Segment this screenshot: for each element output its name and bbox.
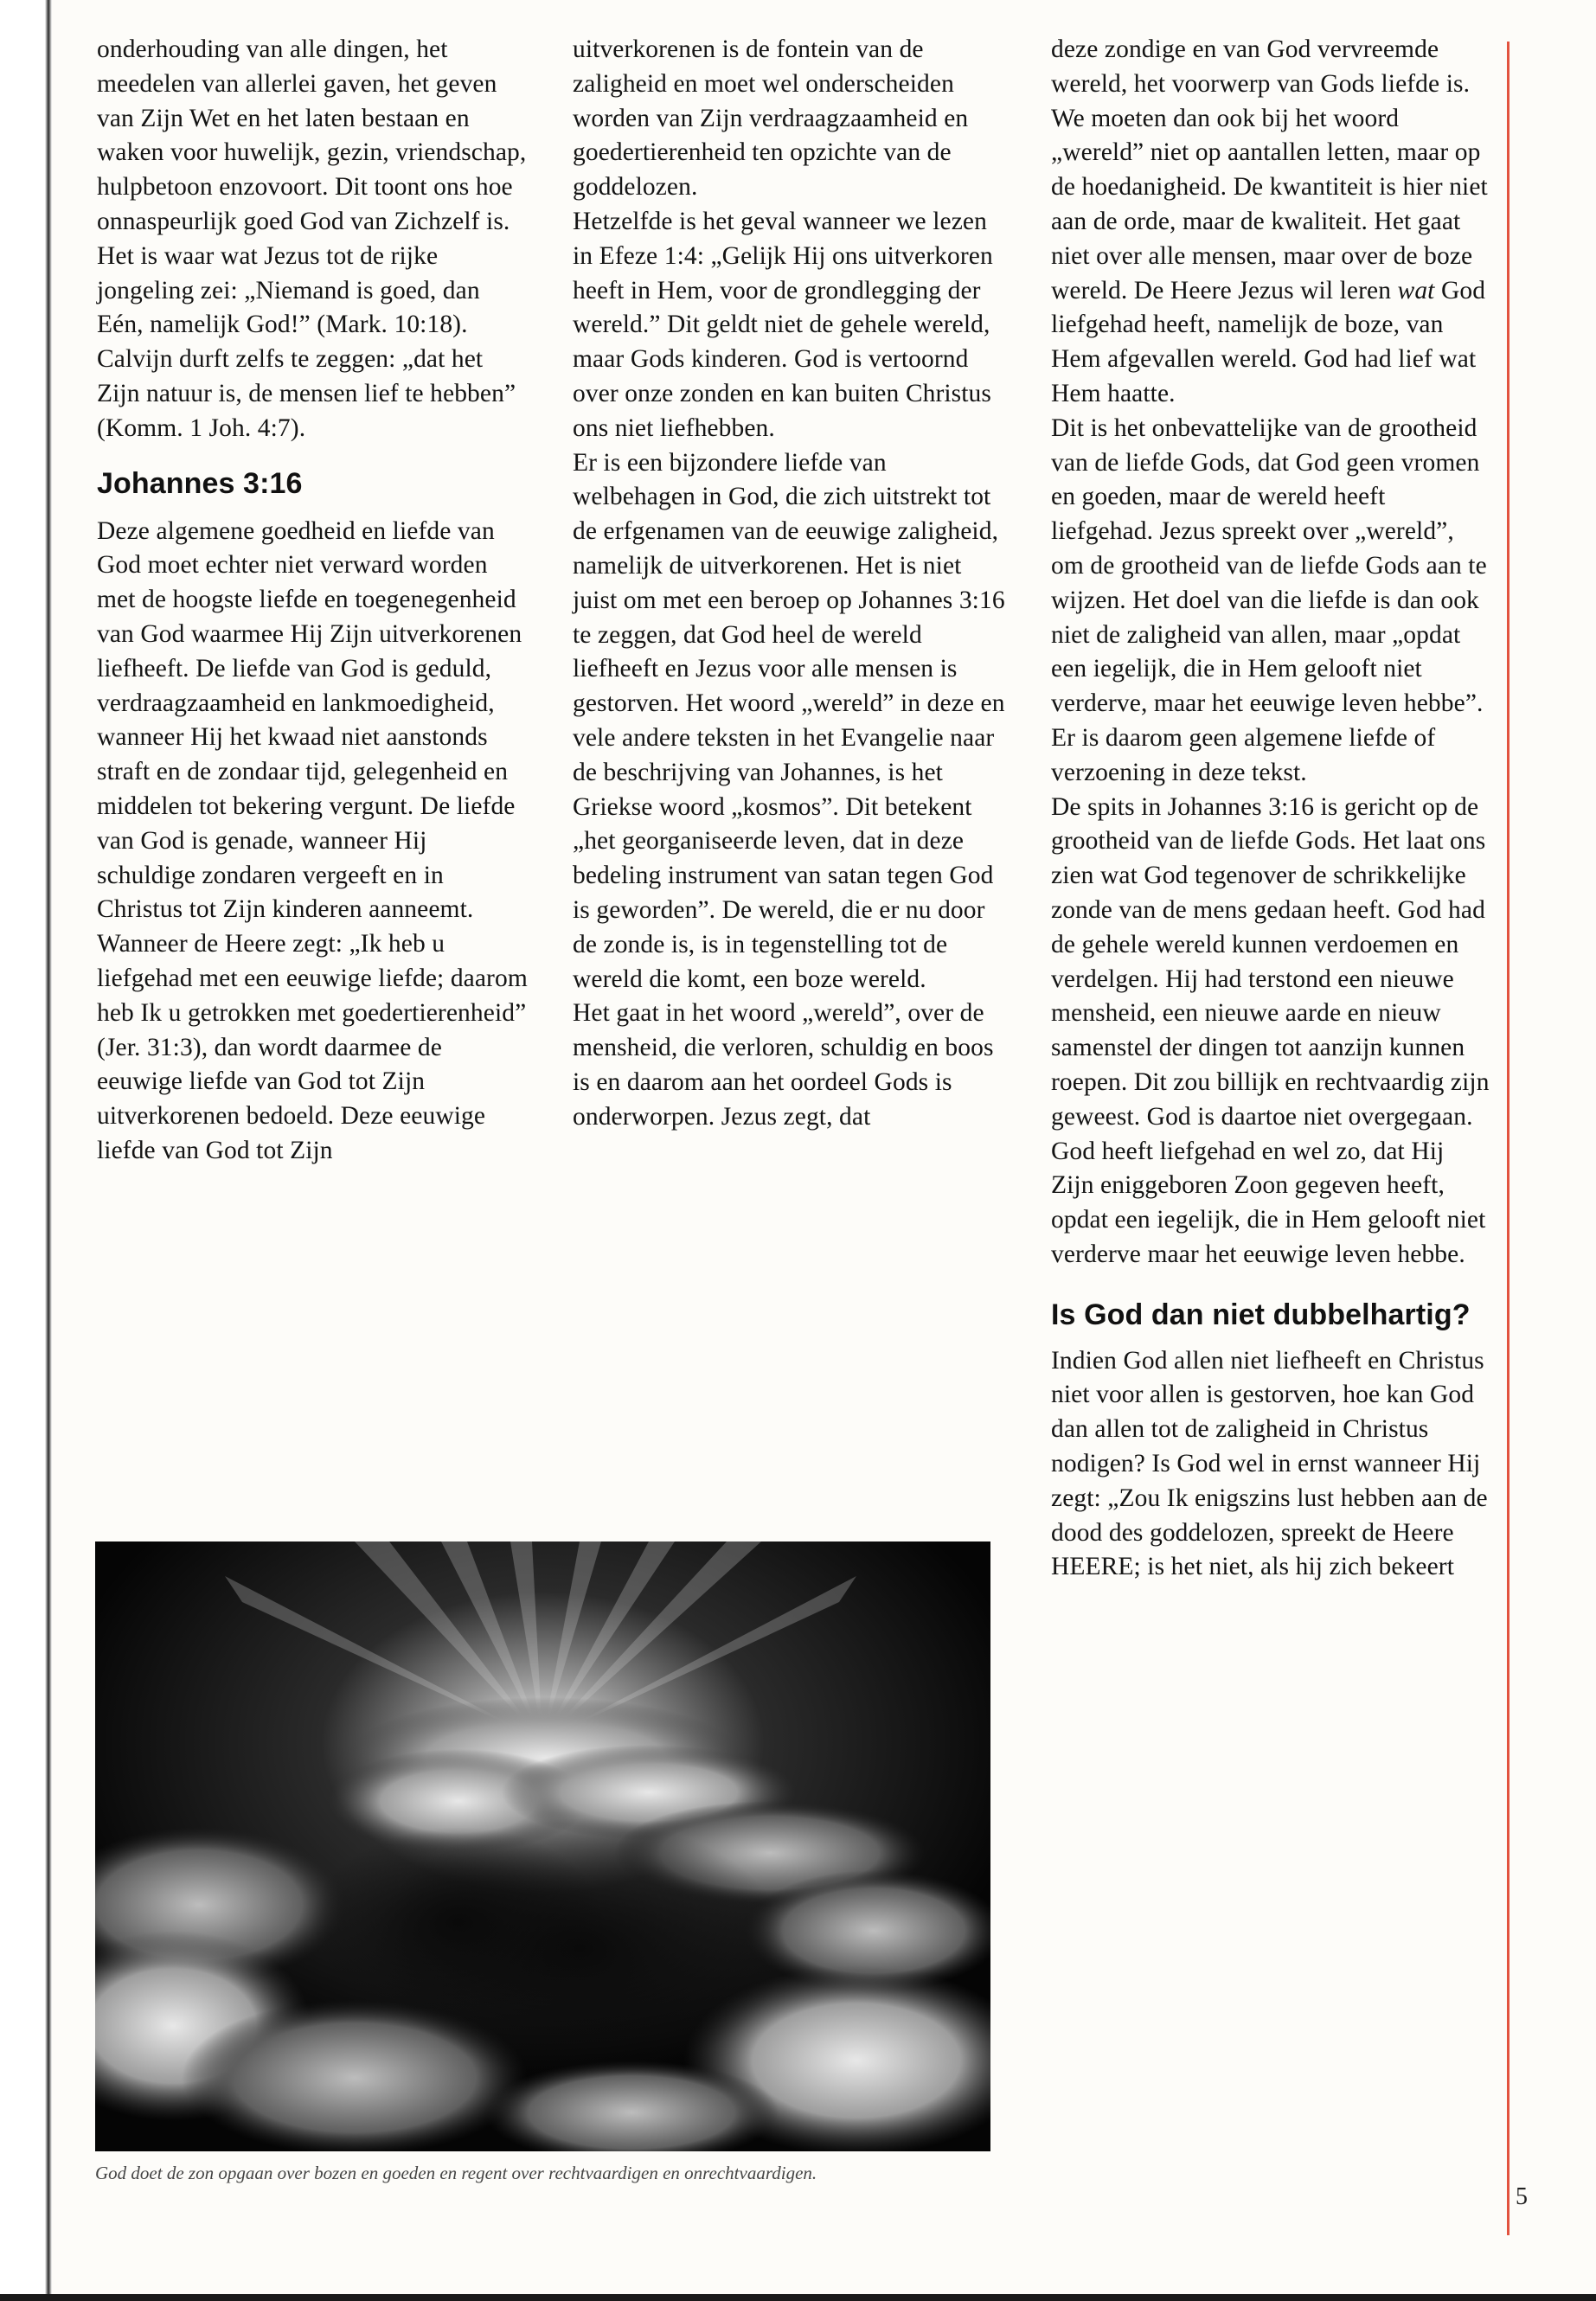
column3-paragraph-4: De spits in Johannes 3:16 is gericht op de grootheid van de liefde Gods. Het laat ons zien wat God tegenover de schrikkelijke zonde van de mens gedaan heeft. God had de gehele wereld kunnen verdoemen en verdelgen. Hij had terstond een nieuwe mensheid, een nieuwe aarde en nieuw samenstel der dingen tot aanzijn kunnen roepen. Dit zou billijk en rechtvaardig zijn geweest. God is daartoe niet overgegaan. God heeft liefgehad en wel zo, dat Hij Zijn eniggeboren Zoon gegeven heeft, opdat een iegelijk, die in Hem gelooft niet verderve maar het eeuwige leven hebbe. — [1051, 792, 1490, 1268]
accent-rule — [1507, 42, 1509, 2235]
page-left-edge — [0, 0, 52, 2301]
page-number: 5 — [1516, 2183, 1528, 2210]
text-column-3 — [1051, 33, 1492, 1585]
column2-paragraph-2: Hetzelfde is het geval wanneer we lezen in Efeze 1:4: „Gelijk Hij ons uitverkoren heeft in Hem, voor de grondlegging der wereld.” Dit geldt niet de gehele wereld, maar Gods kinderen. God is vertoornd over onze zonden en kan buiten Christus ons niet liefhebben. — [573, 207, 993, 442]
clouds-photo — [95, 1541, 990, 2151]
text-column-2 — [573, 33, 1005, 1135]
dark-cloud — [311, 1827, 606, 2017]
page-bottom-edge — [0, 2294, 1596, 2301]
column1-paragraph-1: onderhouding van alle dingen, het meedelen van allerlei gaven, het geven van Zijn Wet en het laten bestaan en waken voor huwelijk, gezin, vriendschap, hulpbetoon enzovoort. Dit toont ons hoe onnaspeurlijk goed God van Zichzelf is. Het is waar wat Jezus tot de rijke jongeling zei: „Niemand is goed, dan Eén, namelijk God!” (Mark. 10:18). Calvijn durft zelfs te zeggen: „dat het Zijn natuur is, de mensen lief te hebben” (Komm. 1 Joh. 4:7). — [97, 35, 527, 442]
clouds-photo-image — [95, 1541, 990, 2151]
column3-paragraph-2-after: God liefgehad heeft, namelijk de boze, van Hem afgevallen wereld. God had lief wat Hem haatte. — [1051, 276, 1486, 407]
section-heading-johannes: Johannes 3:16 — [97, 466, 303, 500]
column2-paragraph-3: Er is een bijzondere liefde van welbehagen in God, die zich uitstrekt tot de erfgenamen van de eeuwige zaligheid, namelijk de uitverkorenen. Het is niet juist om met een beroep op Johannes 3:16 te zeggen, dat God heel de wereld liefheeft en Jezus voor alle mensen is gestorven. Het woord „wereld” in deze en vele andere teksten in het Evangelie naar de beschrijving van Johannes, is het Griekse woord „kosmos”. Dit betekent „het georganiseerde leven, dat in deze bedeling instrument van satan tegen God is geworden”. De wereld, die er nu door de zonde is, is in tegenstelling tot de wereld die komt, een boze wereld. — [573, 448, 1005, 993]
text-column-1 — [97, 33, 529, 1169]
column3-paragraph-1: deze zondige en van God vervreemde wereld, het voorwerp van Gods liefde is. — [1051, 35, 1471, 98]
column3-emphasis-wat: wat — [1397, 276, 1435, 304]
column3-paragraph-3: Dit is het onbevattelijke van de grootheid van de liefde Gods, dat God geen vromen en goeden, maar de wereld heeft liefgehad. Jezus spreekt over „wereld”, om de grootheid van de liefde Gods aan te wijzen. Het doel van die liefde is dan ook niet de zaligheid van allen, maar „opdat een iegelijk, die in Hem gelooft niet verderve, maar het eeuwige leven hebbe”. Er is daarom geen algemene liefde of verzoening in deze tekst. — [1051, 413, 1487, 786]
column3-paragraph-2-before: We moeten dan ook bij het woord „wereld” niet op aantallen letten, maar op de hoedanigheid. De kwantiteit is hier niet aan de orde, maar de kwaliteit. Het gaat niet over alle mensen, maar over de boze wereld. De Heere Jezus wil leren — [1051, 104, 1488, 304]
column2-paragraph-4: Het gaat in het woord „wereld”, over de mensheid, die verloren, schuldig en boos is en daarom aan het oordeel Gods is onderworpen. Jezus zegt, dat — [573, 999, 994, 1131]
column1-paragraph-2: Deze algemene goedheid en liefde van God moet echter niet verward worden met de hoogste liefde en toegenegenheid van God waarmee Hij Zijn uitverkorenen liefheeft. De liefde van God is geduld, verdraagzaamheid en lankmoedigheid, wanneer Hij het kwaad niet aanstonds straft en de zondaar tijd, gelegenheid en middelen tot bekering vergunt. De liefde van God is genade, wanneer Hij schuldige zondaren vergeeft en in Christus tot Zijn kinderen aanneemt. Wanneer de Heere zegt: „Ik heb u liefgehad met een eeuwige liefde; daarom heb Ik u getrokken met goedertierenheid” (Jer. 31:3), dan wordt daarmee de eeuwige liefde van God tot Zijn uitverkorenen bedoeld. Deze eeuwige liefde van God tot Zijn — [97, 516, 528, 1164]
column3-paragraph-2 — [1051, 102, 1492, 412]
photo-caption: God doet de zon opgaan over bozen en goeden en regent over rechtvaardigen en onrechtvaardigen. — [95, 2163, 817, 2183]
section-heading-dubbelhartig: Is God dan niet dubbelhartig? — [1051, 1298, 1471, 1331]
column3-paragraph-5: Indien God allen niet liefheeft en Christus niet voor allen is gestorven, hoe kan God dan allen tot de zaligheid in Christus nodigen? Is God wel in ernst wanneer Hij zegt: „Zou Ik enigszins lust hebben aan de dood des goddelozen, spreekt de Heere HEERE; is het niet, als hij zich bekeert — [1051, 1346, 1488, 1581]
column2-paragraph-1: uitverkorenen is de fontein van de zaligheid en moet wel onderscheiden worden van Zijn verdraagzaamheid en goedertierenheid ten opzichte van de goddelozen. — [573, 35, 969, 202]
